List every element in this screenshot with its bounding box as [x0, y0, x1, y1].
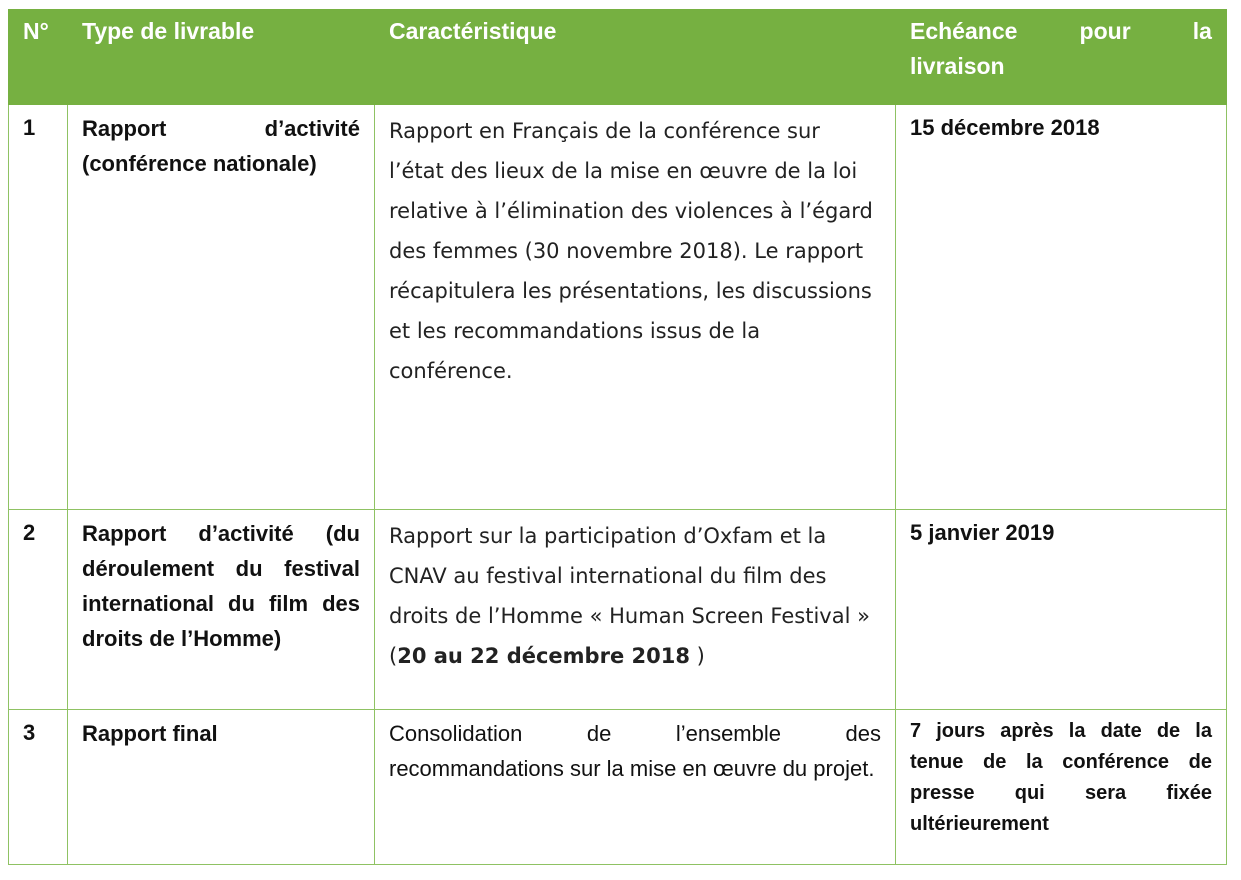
- description-close: ): [689, 644, 705, 668]
- deliverable-deadline: 5 janvier 2019: [896, 510, 1227, 710]
- deliverable-type: Rapport final: [68, 710, 375, 865]
- header-deadline: [896, 10, 1227, 105]
- header-type: Type de livrable: [68, 10, 375, 105]
- header-row: [9, 10, 1227, 105]
- deliverable-deadline: 15 décembre 2018: [896, 105, 1227, 510]
- row-number: 1: [9, 105, 68, 510]
- deliverable-description: Rapport en Français de la conférence sur l’état des lieux de la mise en œuvre de la loi relative à l’élimination des violences à l’égard des femmes (30 novembre 2018). Le rapport récapitulera les présentations, les discussions et les recommandations issus de la conférence.: [375, 105, 896, 510]
- header-deadline-word3: la: [1192, 18, 1212, 44]
- deliverable-deadline: 7 jours après la date de la tenue de la conférence de presse qui sera fixée ultérieurement: [896, 710, 1227, 865]
- header-characteristic: Caractéristique: [375, 10, 896, 105]
- table-row: [9, 710, 1227, 865]
- description-text: Rapport sur la participation d’Oxfam et la CNAV au festival international du film des droits de l’Homme « Human Screen Festival » (: [389, 524, 870, 668]
- table-row: [9, 105, 1227, 510]
- header-deadline-line2: livraison: [910, 53, 1005, 79]
- header-num: N°: [9, 10, 68, 105]
- table-row: [9, 510, 1227, 710]
- description-dates: 20 au 22 décembre 2018: [397, 644, 690, 668]
- deliverable-description: Consolidation de l’ensemble des recommandations sur la mise en œuvre du projet.: [375, 710, 896, 865]
- deliverable-type: Rapport d’activité (du déroulement du festival international du film des droits de l’Homme): [68, 510, 375, 710]
- deliverable-type: Rapport d’activité (conférence nationale): [68, 105, 375, 510]
- row-number: 2: [9, 510, 68, 710]
- deliverable-description: [375, 510, 896, 710]
- deliverables-table: [8, 9, 1227, 865]
- header-deadline-word2: pour: [1079, 18, 1131, 44]
- row-number: 3: [9, 710, 68, 865]
- header-deadline-word1: Echéance: [910, 18, 1018, 44]
